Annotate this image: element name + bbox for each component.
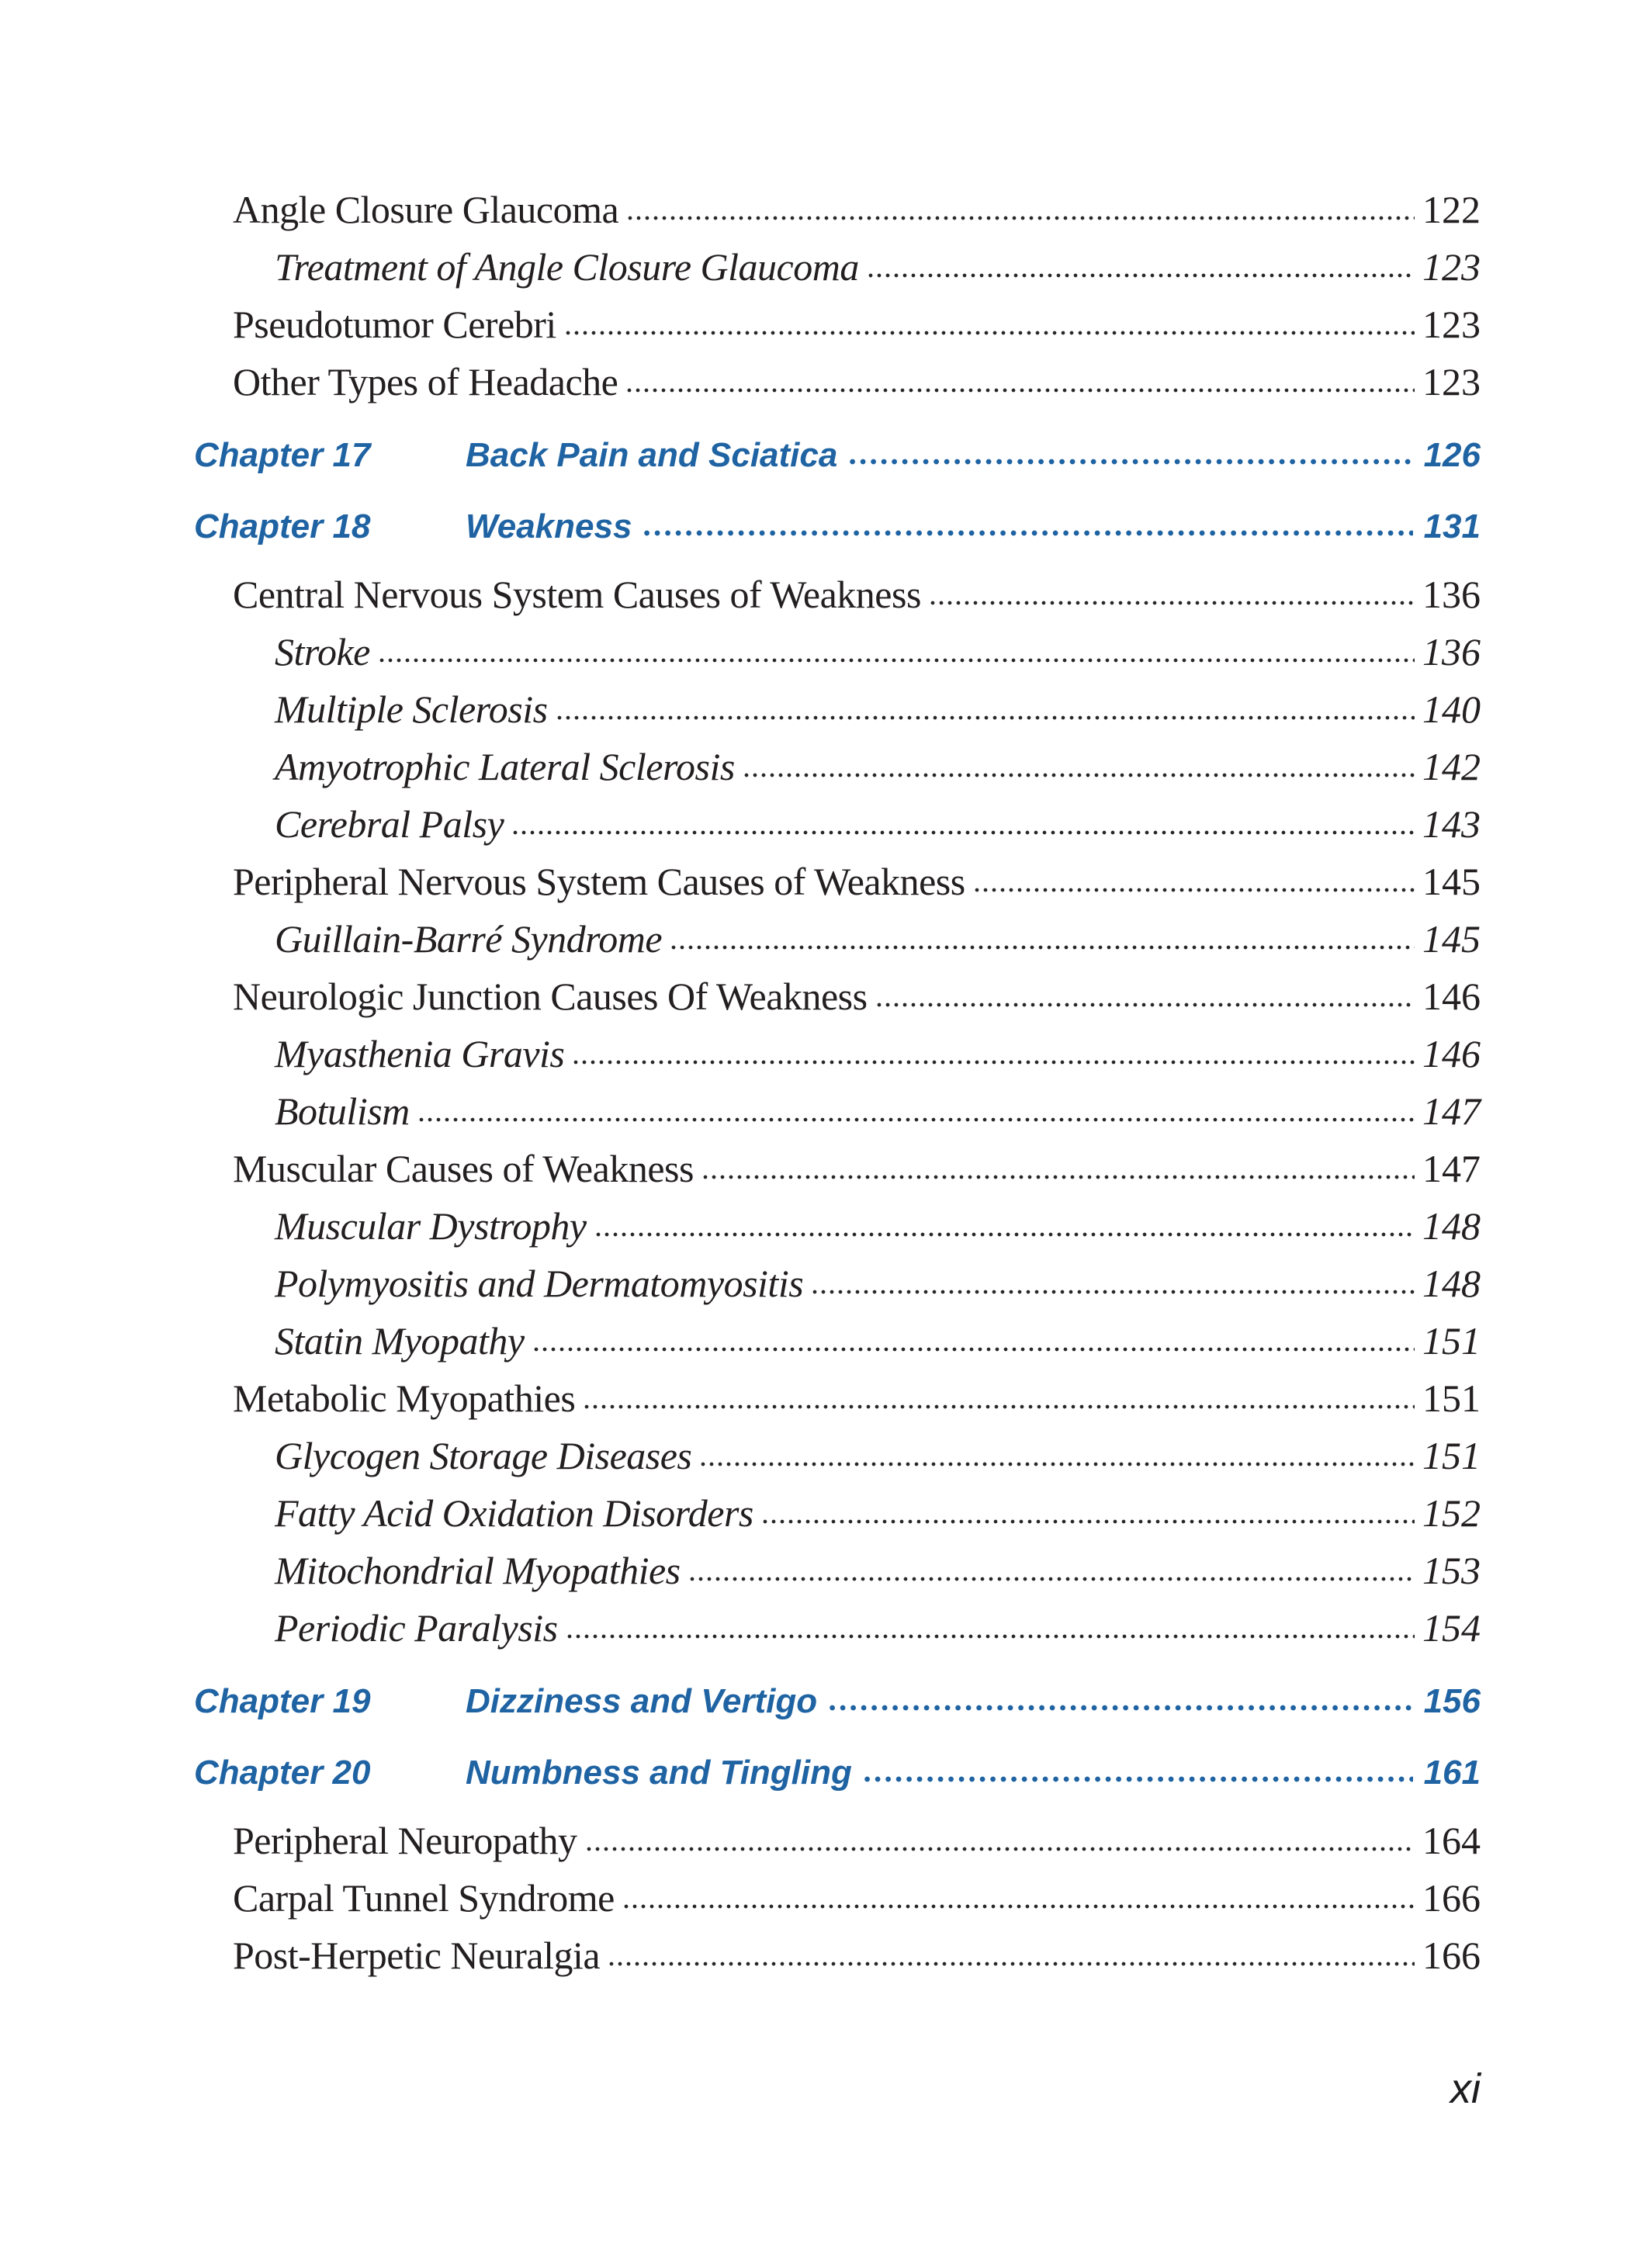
toc-entry-page-number: 151: [1422, 1434, 1481, 1477]
chapter-label: Chapter 20: [194, 1754, 371, 1792]
toc-entry-title: Statin Myopathy: [275, 1319, 525, 1363]
toc-entry[interactable]: [275, 729, 1481, 786]
toc-entry[interactable]: [233, 1917, 1481, 1975]
dot-leader: [644, 530, 1412, 536]
chapter-page-number: 156: [1423, 1682, 1481, 1720]
dot-leader: [850, 459, 1412, 465]
toc-entry-page-number: 164: [1422, 1819, 1481, 1862]
toc-entry-title: Central Nervous System Causes of Weakness: [233, 573, 921, 616]
toc-entry-title: Neurologic Junction Causes Of Weakness: [233, 975, 868, 1018]
toc-entry-page-number: 151: [1422, 1376, 1481, 1420]
toc-entry-title: Fatty Acid Oxidation Disorders: [275, 1491, 753, 1535]
toc-entry-page-number: 154: [1422, 1606, 1481, 1650]
toc-entry-title: Other Types of Headache: [233, 360, 618, 403]
dot-leader: [812, 1290, 1415, 1294]
toc-entry-title: Metabolic Myopathies: [233, 1376, 576, 1420]
dot-leader: [975, 888, 1415, 892]
toc-entry-title: Mitochondrial Myopathies: [275, 1549, 681, 1592]
toc-entry[interactable]: [233, 1802, 1481, 1860]
toc-entry[interactable]: [233, 286, 1481, 344]
dot-leader: [587, 1847, 1415, 1851]
toc-entry-page-number: 166: [1422, 1876, 1481, 1920]
toc-entry[interactable]: [275, 1188, 1481, 1248]
toc-entry[interactable]: [275, 1245, 1481, 1303]
toc-entry-page-number: 136: [1422, 630, 1481, 673]
toc-entry-page-number: 146: [1422, 1032, 1481, 1075]
dot-leader: [379, 658, 1415, 663]
toc-entry-title: Myasthenia Gravis: [275, 1032, 565, 1075]
dot-leader: [930, 601, 1415, 605]
toc-entry-page-number: 147: [1422, 1147, 1481, 1190]
toc-entry-title: Angle Closure Glaucoma: [233, 188, 619, 231]
toc-entry-page-number: 145: [1422, 860, 1481, 903]
toc-entry-page-number: 143: [1422, 802, 1481, 846]
dot-leader: [671, 945, 1415, 950]
dot-leader: [703, 1175, 1415, 1179]
dot-leader: [624, 1904, 1415, 1909]
toc-entry-title: Treatment of Angle Closure Glaucoma: [275, 245, 859, 289]
chapter-page-number: 161: [1423, 1754, 1481, 1792]
toc-entry[interactable]: [233, 556, 1481, 614]
toc-entry[interactable]: [275, 1303, 1481, 1363]
chapter-title: Dizziness and Vertigo: [466, 1682, 818, 1720]
dot-leader: [557, 715, 1415, 720]
toc-entry-title: Guillain-Barré Syndrome: [275, 917, 663, 961]
toc-entry[interactable]: [275, 901, 1481, 961]
toc-entry[interactable]: [233, 344, 1481, 401]
toc-entry[interactable]: [233, 1860, 1481, 1920]
dot-leader: [596, 1232, 1415, 1237]
dot-leader: [567, 1634, 1415, 1639]
toc-entry[interactable]: [233, 1131, 1481, 1188]
dot-leader: [627, 388, 1415, 393]
toc-entry-page-number: 153: [1422, 1549, 1481, 1592]
toc-entry[interactable]: [275, 614, 1481, 671]
toc-entry-page-number: 148: [1422, 1204, 1481, 1248]
toc-entry-title: Peripheral Nervous System Causes of Weakness: [233, 860, 965, 903]
chapter-title: Back Pain and Sciatica: [466, 436, 838, 474]
toc-entry-title: Periodic Paralysis: [275, 1606, 558, 1650]
dot-leader: [877, 1002, 1415, 1007]
toc-entry[interactable]: [275, 1016, 1481, 1073]
toc-entry-page-number: 151: [1422, 1319, 1481, 1363]
toc-entry[interactable]: [275, 1532, 1481, 1590]
toc-list: [194, 171, 1481, 1975]
toc-entry-page-number: 152: [1422, 1491, 1481, 1535]
toc-entry-page-number: 123: [1422, 303, 1481, 346]
dot-leader: [513, 830, 1415, 835]
toc-entry-page-number: 140: [1422, 687, 1481, 731]
dot-leader: [701, 1462, 1415, 1466]
toc-chapter-entry[interactable]: [194, 414, 1481, 473]
toc-entry-title: Stroke: [275, 630, 370, 673]
chapter-page-number: 126: [1423, 436, 1481, 474]
dot-leader: [690, 1577, 1415, 1581]
toc-entry-title: Glycogen Storage Diseases: [275, 1434, 692, 1477]
toc-entry[interactable]: [275, 671, 1481, 729]
toc-entry-page-number: 142: [1422, 745, 1481, 788]
toc-entry[interactable]: [275, 1590, 1481, 1650]
toc-entry[interactable]: [275, 1418, 1481, 1475]
chapter-title: Numbness and Tingling: [466, 1754, 852, 1792]
toc-chapter-entry[interactable]: [194, 485, 1481, 544]
toc-entry-page-number: 122: [1422, 188, 1481, 231]
toc-entry-title: Botulism: [275, 1089, 410, 1133]
chapter-title: Weakness: [466, 507, 632, 545]
toc-entry-page-number: 166: [1422, 1934, 1481, 1977]
dot-leader: [763, 1519, 1415, 1524]
toc-entry-title: Cerebral Palsy: [275, 802, 504, 846]
toc-entry[interactable]: [233, 1360, 1481, 1418]
dot-leader: [566, 331, 1415, 335]
toc-entry[interactable]: [233, 843, 1481, 901]
dot-leader: [628, 216, 1415, 220]
toc-entry[interactable]: [275, 786, 1481, 846]
toc-entry-page-number: 136: [1422, 573, 1481, 616]
chapter-label: Chapter 18: [194, 507, 371, 545]
toc-entry-title: Polymyositis and Dermatomyositis: [275, 1262, 804, 1305]
dot-leader: [864, 1776, 1413, 1782]
toc-entry-page-number: 148: [1422, 1262, 1481, 1305]
dot-leader: [573, 1060, 1415, 1065]
toc-entry-page-number: 145: [1422, 917, 1481, 961]
toc-entry-page-number: 147: [1422, 1089, 1481, 1133]
toc-entry[interactable]: [233, 171, 1481, 229]
page-number: xi: [1450, 2065, 1481, 2112]
toc-chapter-entry[interactable]: [194, 1731, 1481, 1790]
toc-entry-title: Muscular Causes of Weakness: [233, 1147, 694, 1190]
dot-leader: [830, 1705, 1412, 1711]
toc-entry-title: Amyotrophic Lateral Sclerosis: [275, 745, 735, 788]
dot-leader: [609, 1962, 1415, 1966]
toc-entry[interactable]: [233, 958, 1481, 1016]
toc-entry-title: Peripheral Neuropathy: [233, 1819, 577, 1862]
folio-row: [194, 2052, 1481, 2110]
dot-leader: [868, 273, 1415, 278]
chapter-page-number: 131: [1423, 507, 1481, 545]
toc-chapter-entry[interactable]: [194, 1660, 1481, 1719]
dot-leader: [584, 1404, 1415, 1409]
toc-entry-title: Post-Herpetic Neuralgia: [233, 1934, 601, 1977]
dot-leader: [744, 773, 1415, 777]
toc-entry-page-number: 123: [1422, 245, 1481, 289]
chapter-label: Chapter 19: [194, 1682, 371, 1720]
toc-entry-title: Carpal Tunnel Syndrome: [233, 1876, 615, 1920]
toc-entry-title: Multiple Sclerosis: [275, 687, 548, 731]
dot-leader: [419, 1117, 1415, 1122]
toc-entry-title: Pseudotumor Cerebri: [233, 303, 556, 346]
dot-leader: [534, 1347, 1415, 1352]
toc-entry[interactable]: [275, 229, 1481, 289]
chapter-label: Chapter 17: [194, 436, 371, 474]
toc-entry-title: Muscular Dystrophy: [275, 1204, 587, 1248]
toc-entry[interactable]: [275, 1073, 1481, 1131]
toc-entry[interactable]: [275, 1475, 1481, 1535]
toc-entry-page-number: 123: [1422, 360, 1481, 403]
toc-entry-page-number: 146: [1422, 975, 1481, 1018]
